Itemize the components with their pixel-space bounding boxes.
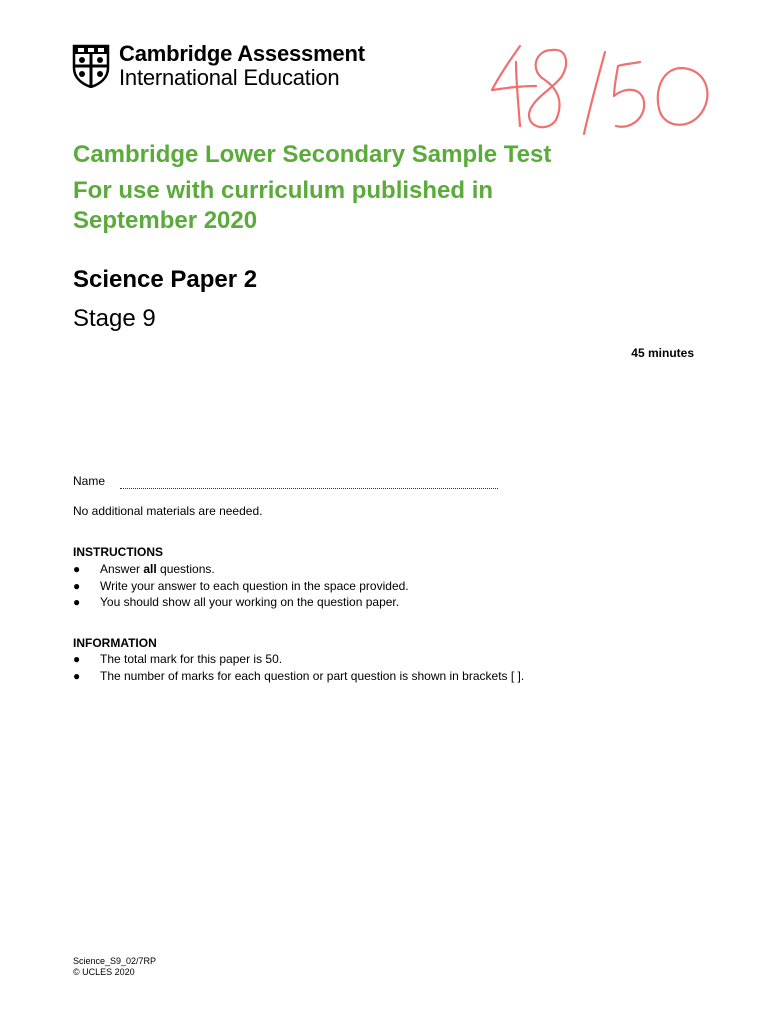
org-name-line2: International Education xyxy=(119,65,340,90)
name-field[interactable] xyxy=(120,488,498,489)
stage-label: Stage 9 xyxy=(73,305,156,332)
test-title-line1: Cambridge Lower Secondary Sample Test xyxy=(73,141,552,168)
test-title-line3: September 2020 xyxy=(73,207,258,234)
bullet-icon: ● xyxy=(73,595,81,609)
information-item: ● The number of marks for each question or part question is shown in brackets [ ]. xyxy=(73,668,525,683)
bullet-icon: ● xyxy=(73,668,81,683)
cambridge-logo xyxy=(72,42,372,92)
information-list xyxy=(73,651,524,684)
no-materials-note: No additional materials are needed. xyxy=(73,504,263,518)
information-item: ● The total mark for this paper is 50. xyxy=(73,652,283,666)
instructions-heading: INSTRUCTIONS xyxy=(73,545,163,559)
paper-title: Science Paper 2 xyxy=(73,266,258,293)
instruction-item: ● Write your answer to each question in the space provided. xyxy=(73,578,409,593)
cambridge-crest-icon xyxy=(72,44,110,88)
footer xyxy=(73,956,156,978)
org-name-line1: Cambridge Assessment xyxy=(119,41,365,66)
bullet-icon: ● xyxy=(73,652,81,666)
copyright: © UCLES 2020 xyxy=(73,967,135,977)
name-label: Name xyxy=(73,474,106,488)
bullet-icon: ● xyxy=(73,562,81,576)
information-heading: INFORMATION xyxy=(73,636,157,650)
instruction-item: ● Answer all questions. xyxy=(73,562,215,576)
paper-code: Science_S9_02/7RP xyxy=(73,956,157,966)
handwritten-score xyxy=(480,30,720,140)
duration-label: 45 minutes xyxy=(631,346,694,360)
instruction-item: ● You should show all your working on the question paper. xyxy=(73,595,400,609)
instructions-list xyxy=(73,561,409,611)
test-title-line2: For use with curriculum published in xyxy=(73,177,494,204)
bullet-icon: ● xyxy=(73,578,81,593)
